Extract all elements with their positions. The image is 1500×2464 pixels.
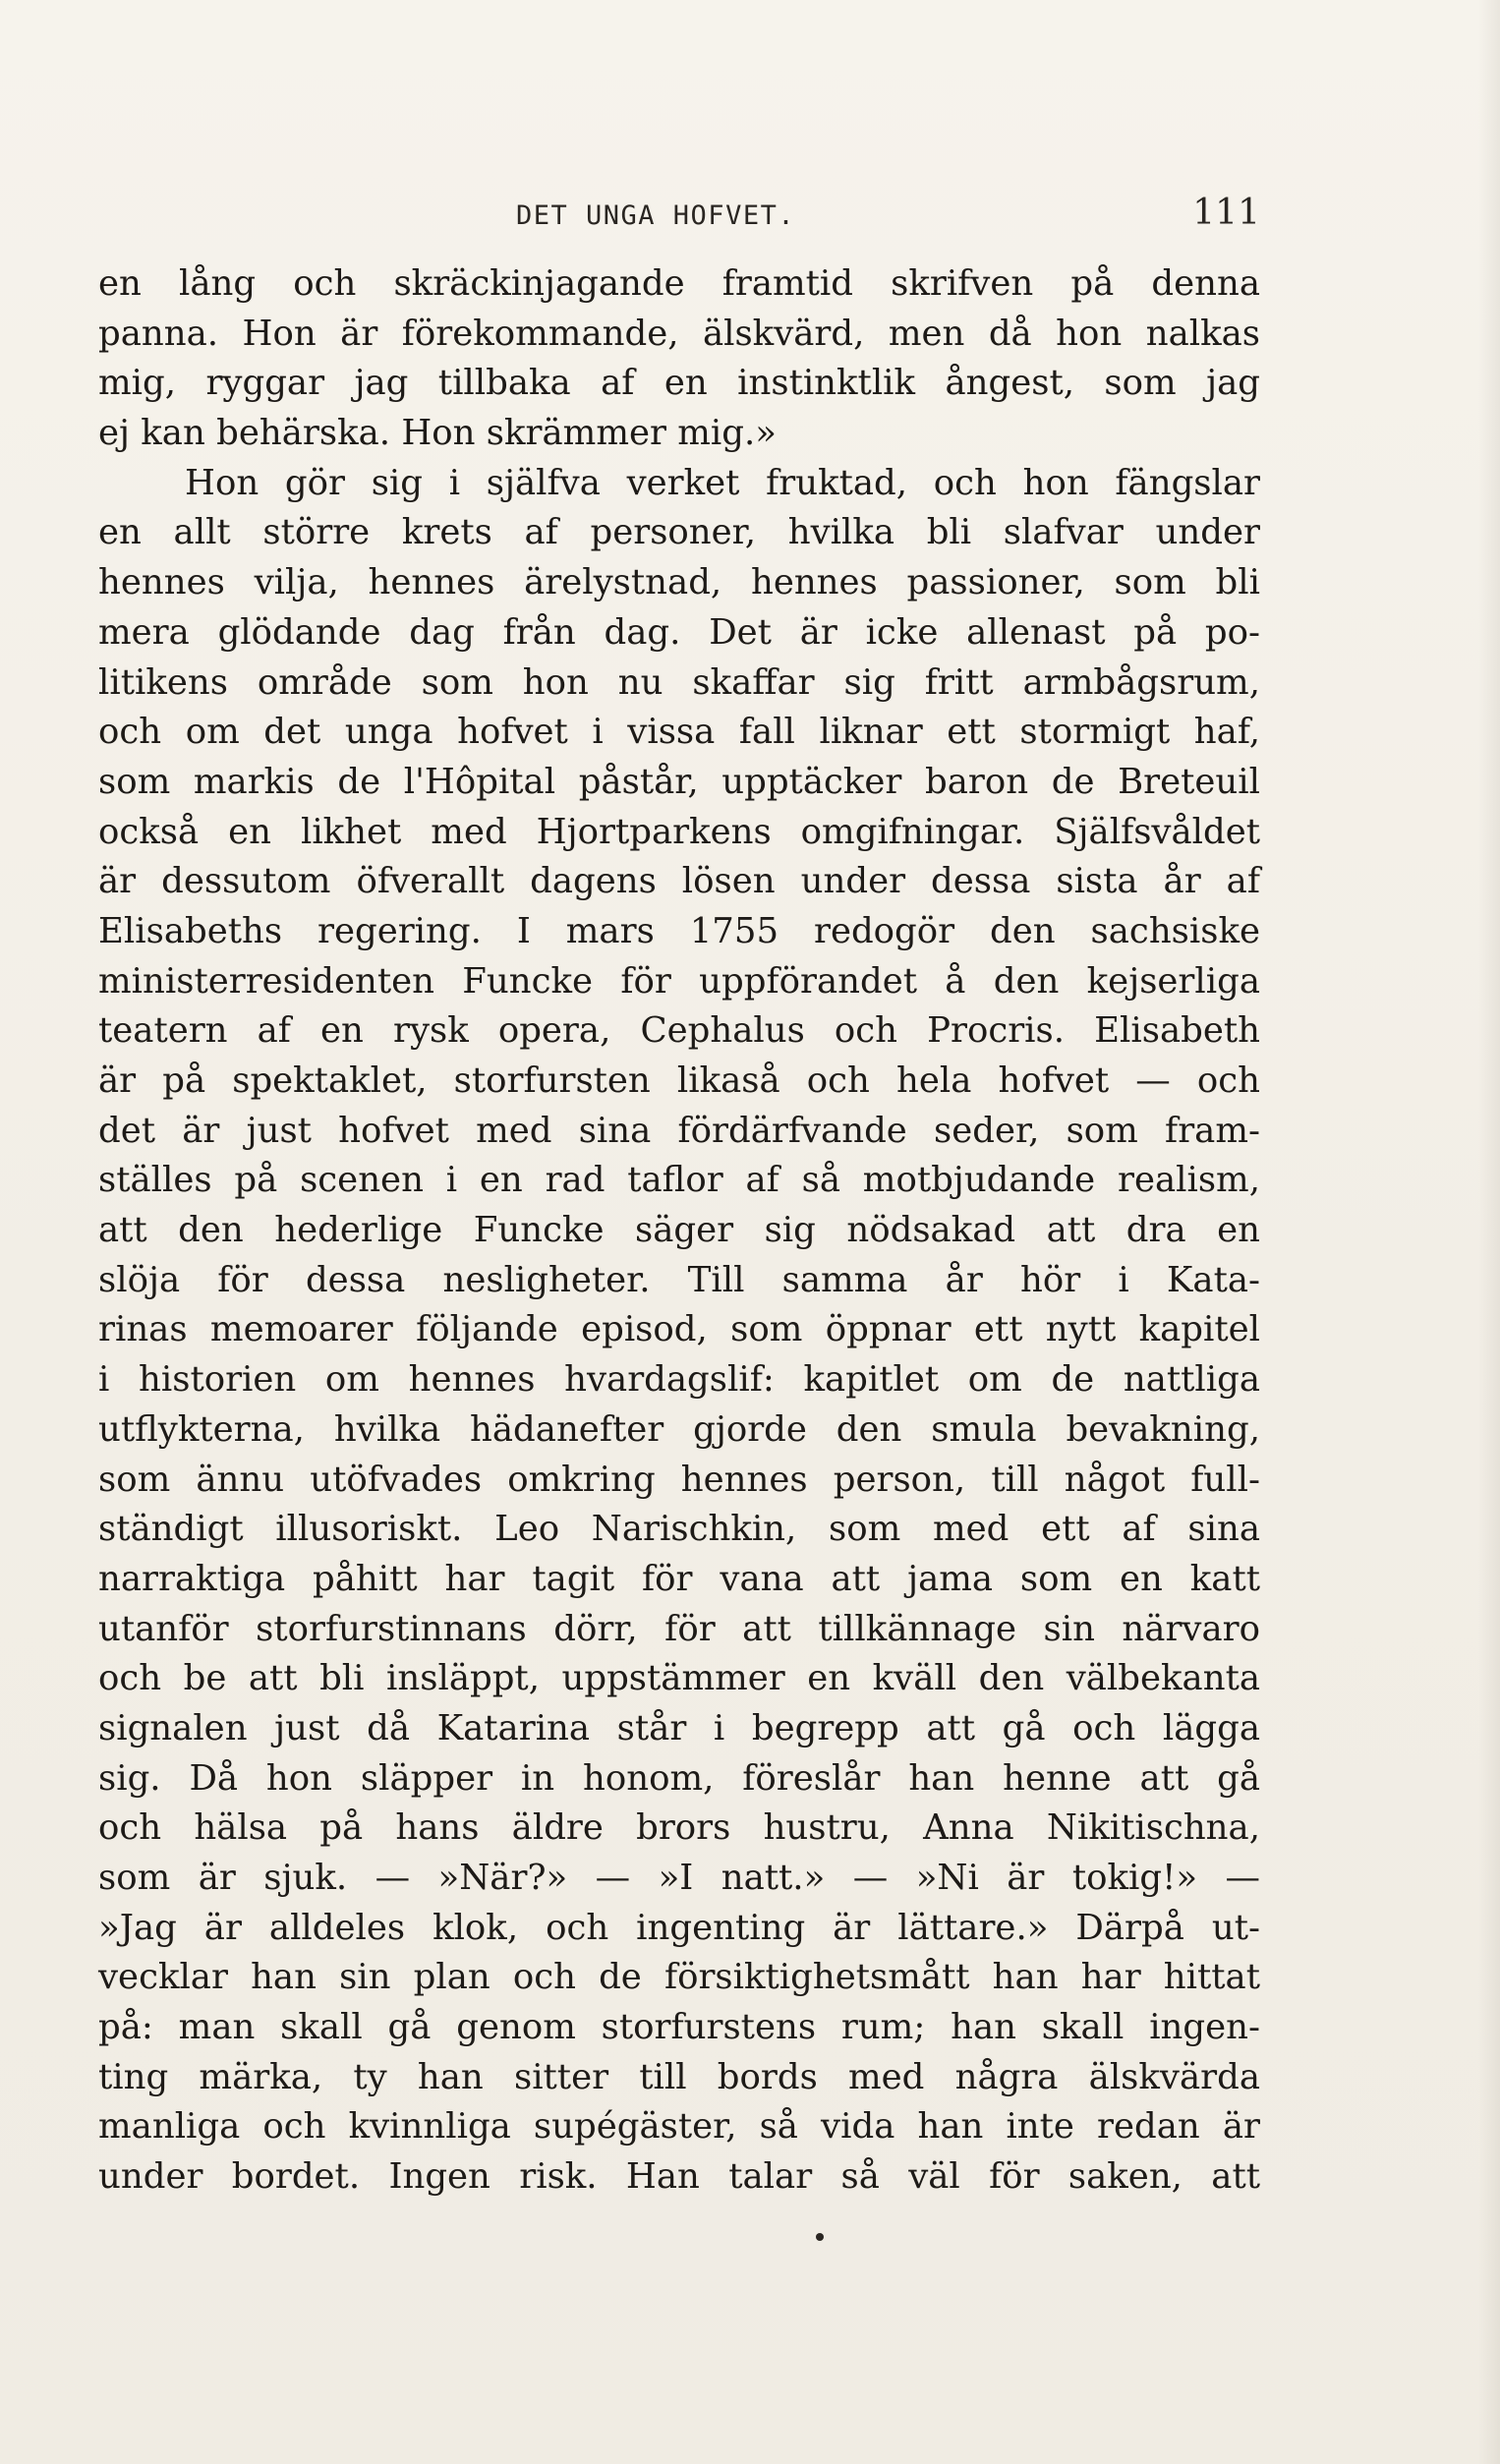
paragraph-start-line: Hon gör sig i själfva verket fruktad, och hon fängslar [185, 462, 1260, 503]
text-line: på: man skall gå genom storfurstens rum; han skall ingen- [98, 2007, 1260, 2048]
text-line: och om det unga hofvet i vissa fall liknar ett stormigt haf, [98, 712, 1260, 753]
text-line: narraktiga påhitt har tagit för vana att jama som en katt [98, 1558, 1260, 1599]
running-head [98, 193, 1260, 236]
text-line: som är sjuk. — »När?» — »I natt.» — »Ni är tokig!» — [98, 1858, 1260, 1898]
text-line: rinas memoarer följande episod, som öppnar ett nytt kapitel [98, 1309, 1260, 1350]
text-line: ständigt illusoriskt. Leo Narischkin, som med ett af sina [98, 1509, 1260, 1550]
text-line: ting märka, ty han sitter till bords med några älskvärda [98, 2056, 1260, 2097]
page-edge-shadow [1478, 0, 1500, 2464]
page-number: 111 [1192, 193, 1260, 233]
text-line: Elisabeths regering. I mars 1755 redogör den sachsiske [98, 910, 1260, 951]
text-line: signalen just då Katarina står i begrepp att gå och lägga [98, 1707, 1260, 1748]
text-line: mig, ryggar jag tillbaka af en instinktlik ångest, som jag [98, 363, 1260, 404]
text-line: mera glödande dag från dag. Det är icke allenast på po- [98, 611, 1260, 653]
text-line: också en likhet med Hjortparkens omgifningar. Själfsvåldet [98, 811, 1260, 852]
text-line: i historien om hennes hvardagslif: kapitlet om de nattliga [98, 1359, 1260, 1401]
text-line: och hälsa på hans äldre brors hustru, Anna Nikitischna, [98, 1807, 1260, 1849]
text-line: är på spektaklet, storfursten likaså och hela hofvet — och [98, 1060, 1260, 1101]
text-line: en lång och skräckinjagande framtid skrifven på denna [98, 263, 1260, 304]
print-speck [816, 2233, 824, 2241]
text-line: slöja för dessa nesligheter. Till samma år hör i Kata- [98, 1259, 1260, 1300]
text-line: utanför storfurstinnans dörr, för att tillkännage sin närvaro [98, 1608, 1260, 1649]
text-line: en allt större krets af personer, hvilka bli slafvar under [98, 512, 1260, 553]
text-line: ej kan behärska. Hon skrämmer mig.» [98, 413, 777, 454]
text-line: och be att bli insläppt, uppstämmer en kväll den välbekanta [98, 1658, 1260, 1699]
text-line: utflykterna, hvilka hädanefter gjorde den smula bevakning, [98, 1408, 1260, 1450]
text-line: som markis de l'Hôpital påstår, upptäcker baron de Breteuil [98, 761, 1260, 802]
text-line: panna. Hon är förekommande, älskvärd, men då hon nalkas [98, 313, 1260, 354]
text-line: manliga och kvinnliga supégäster, så vida han inte redan är [98, 2106, 1260, 2148]
text-line: ministerresidenten Funcke för uppförandet å den kejserliga [98, 960, 1260, 1002]
text-line: »Jag är alldeles klok, och ingenting är lättare.» Därpå ut- [98, 1907, 1260, 1948]
body-text [98, 259, 1260, 2203]
text-line: ställes på scenen i en rad taflor af så motbjudande realism, [98, 1160, 1260, 1201]
text-line: som ännu utöfvades omkring hennes person, till något full- [98, 1459, 1260, 1500]
text-line: det är just hofvet med sina fördärfvande seder, som fram- [98, 1110, 1260, 1151]
text-line: att den hederlige Funcke säger sig nödsakad att dra en [98, 1210, 1260, 1251]
text-line: sig. Då hon släpper in honom, föreslår han henne att gå [98, 1757, 1260, 1799]
text-line: hennes vilja, hennes ärelystnad, hennes passioner, som bli [98, 562, 1260, 603]
text-line: vecklar han sin plan och de försiktighetsmått han har hittat [98, 1957, 1260, 1998]
text-line: litikens område som hon nu skaffar sig fritt armbågsrum, [98, 661, 1260, 703]
text-line: är dessutom öfverallt dagens lösen under dessa sista år af [98, 861, 1260, 902]
running-title: DET UNGA HOFVET. [516, 201, 796, 231]
text-line: under bordet. Ingen risk. Han talar så väl för saken, att [98, 2156, 1260, 2198]
text-line: teatern af en rysk opera, Cephalus och Procris. Elisabeth [98, 1010, 1260, 1052]
